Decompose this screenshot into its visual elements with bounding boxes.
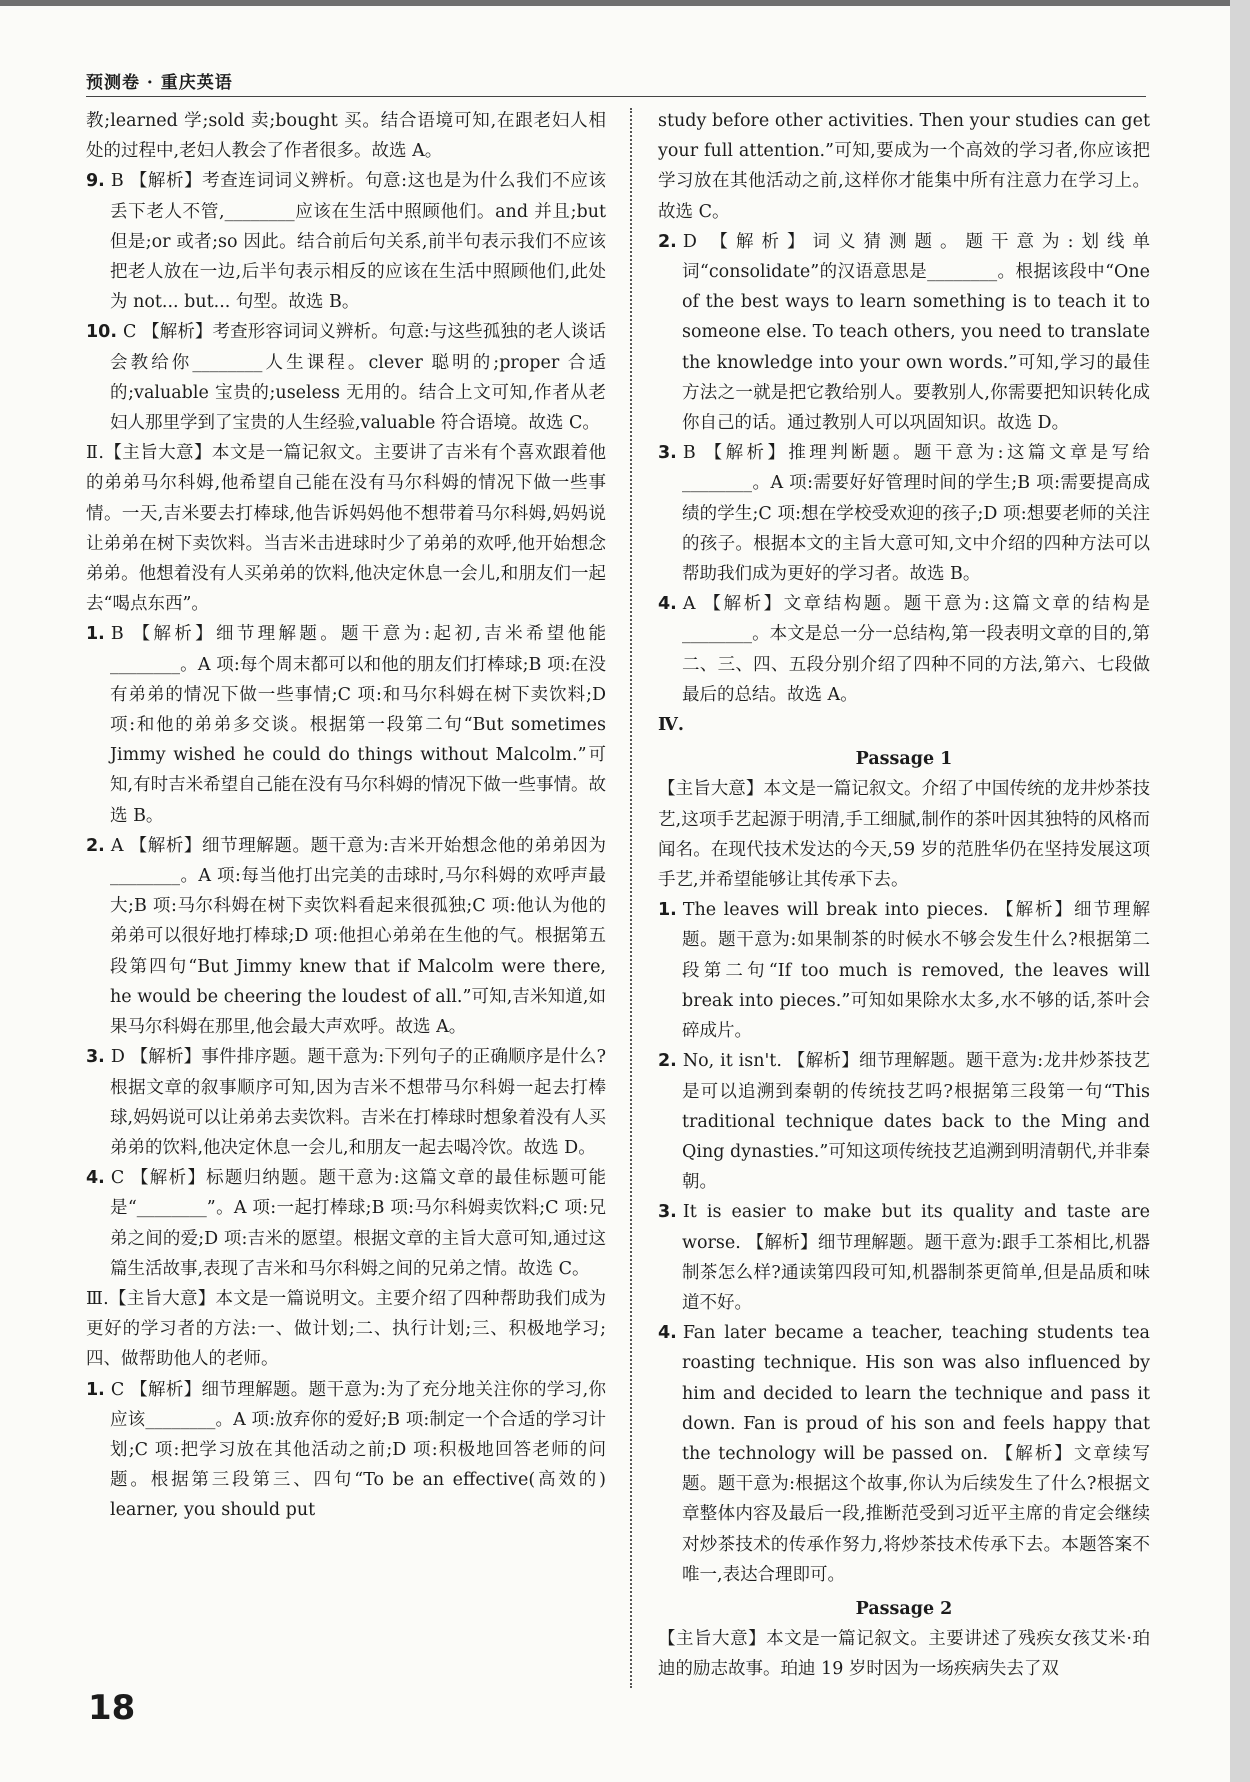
- paragraph: [86, 106, 606, 166]
- item-number: 9.: [86, 171, 105, 192]
- page-number: 18: [88, 1688, 136, 1728]
- item-text: 【主旨大意】本文是一篇记叙文。介绍了中国传统的龙井炒茶技艺,这项手艺起源于明清,手工细腻,制作的茶叶因其独特的风格而闻名。在现代技术发达的今天,59 岁的范胜华仍在坚持发展这项手艺,并希望能够让其传承下去。: [658, 779, 1150, 891]
- item-number: 10.: [86, 322, 118, 343]
- item-number: 1.: [658, 900, 677, 921]
- section-numeral: Ⅳ.: [658, 715, 684, 736]
- answer-item: [658, 1046, 1150, 1197]
- left-column: [86, 106, 606, 1526]
- answer-item: [658, 589, 1150, 710]
- answer-item: [658, 895, 1150, 1046]
- item-number: 2.: [658, 231, 677, 252]
- item-number: 1.: [86, 624, 105, 645]
- passage-heading: Passage 2: [855, 1598, 953, 1619]
- paragraph: [658, 774, 1150, 895]
- answer-item: [658, 438, 1150, 589]
- answer-item: [86, 1042, 606, 1163]
- column-divider: [630, 108, 632, 1688]
- passage-heading: Passage 1: [855, 749, 953, 770]
- answer-item: [658, 1318, 1150, 1590]
- item-text: A 【解析】细节理解题。题干意为:吉米开始想念他的弟弟因为________。A 项:每当他打出完美的击球时,马尔科姆的欢呼声最大;B 项:马尔科姆在树下卖饮料看起来很孤独;C 项:他认为他的弟弟可以很好地打棒球;D 项:他担心弟弟在生他的气。根据第五段第四句“But Jimmy knew that if Malcolm were there, he would be cheering the loudest of all.”可知,吉米知道,如果马尔科姆在那里,他会最大声欢呼。故选 A。: [110, 835, 606, 1038]
- item-number: 4.: [658, 594, 677, 615]
- answer-item: [86, 831, 606, 1042]
- item-number: 4.: [86, 1168, 105, 1189]
- item-text: C 【解析】细节理解题。题干意为:为了充分地关注你的学习,你应该________。A 项:放弃你的爱好;B 项:制定一个合适的学习计划;C 项:把学习放在其他活动之前;D 项:积极地回答老师的问题。根据第三段第三、四句“To be an effective(高效的) learner, you should put: [110, 1379, 606, 1521]
- answer-item: [658, 227, 1150, 438]
- item-number: 1.: [86, 1379, 105, 1400]
- item-number: 2.: [86, 835, 105, 856]
- item-text: The leaves will break into pieces. 【解析】细节理解题。题干意为:如果制茶的时候水不够会发生什么?根据第二段第二句“If too much is removed, the leaves will break into pieces.”可知如果除水太多,水不够的话,茶叶会碎成片。: [682, 900, 1150, 1042]
- item-text: D 【解析】词义猜测题。题干意为:划线单词“consolidate”的汉语意思是________。根据该段中“One of the best ways to learn something is to teach it to someone else. To teach others, you need to translate the knowledge into your own words.”可知,学习的最佳方法之一就是把它教给别人。要教别人,你需要把知识转化成你自己的话。通过教别人可以巩固知识。故选 D。: [682, 231, 1150, 434]
- item-text: 教;learned 学;sold 卖;bought 买。结合语境可知,在跟老妇人相处的过程中,老妇人教会了作者很多。故选 A。: [86, 111, 606, 162]
- item-number: 2.: [658, 1051, 677, 1072]
- item-number: 3.: [658, 1202, 677, 1223]
- right-column: [658, 106, 1150, 1685]
- paragraph: [658, 106, 1150, 227]
- item-text: 【主旨大意】本文是一篇记叙文。主要讲述了残疾女孩艾米·珀迪的励志故事。珀迪 19 岁时因为一场疾病失去了双: [658, 1629, 1150, 1680]
- answer-item: [658, 1197, 1150, 1318]
- header-rule: [86, 96, 1146, 97]
- item-number: 3.: [658, 443, 677, 464]
- item-number: 4.: [658, 1323, 677, 1344]
- page-header-title: 预测卷 · 重庆英语: [86, 73, 233, 93]
- item-text: It is easier to make but its quality and taste are worse. 【解析】细节理解题。题干意为:跟手工茶相比,机器制茶怎么样?通读第四段可知,机器制茶更简单,但是品质和味道不好。: [682, 1202, 1150, 1313]
- paragraph: [86, 438, 606, 619]
- item-text: study before other activities. Then your studies can get your full attention.”可知,要成为一个高效的学习者,你应该把学习放在其他活动之前,这样你才能集中所有注意力在学习上。故选 C。: [658, 111, 1150, 222]
- item-text: A 【解析】文章结构题。题干意为:这篇文章的结构是________。本文是总一分一总结构,第一段表明文章的目的,第二、三、四、五段分别介绍了四种不同的方法,第六、七段做最后的总结。故选 A。: [682, 594, 1150, 705]
- scan-top-edge: [0, 0, 1230, 6]
- item-text: B 【解析】细节理解题。题干意为:起初,吉米希望他能________。A 项:每个周末都可以和他的朋友们打棒球;B 项:在没有弟弟的情况下做一些事情;C 项:和马尔科姆在树下卖饮料;D 项:和他的弟弟多交谈。根据第一段第二句“But sometimes Jimmy wished he could do things without Malcolm.”可知,有时吉米希望自己能在没有马尔科姆的情况下做一些事情。故选 B。: [110, 624, 606, 826]
- answer-item: [86, 166, 606, 317]
- item-text: C 【解析】考查形容词词义辨析。句意:与这些孤独的老人谈话会教给你________人生课程。clever 聪明的;proper 合适的;valuable 宝贵的;useless 无用的。结合上文可知,作者从老妇人那里学到了宝贵的人生经验,valuable 符合语境。故选 C。: [110, 322, 606, 434]
- item-text: B 【解析】考查连词词义辨析。句意:这也是为什么我们不应该丢下老人不管,________应该在生活中照顾他们。and 并且;but 但是;or 或者;so 因此。结合前后句关系,前半句表示我们不应该把老人放在一边,后半句表示相反的应该在生活中照顾他们,此处为 not... but... 句型。故选 B。: [110, 171, 606, 313]
- item-text: No, it isn't. 【解析】细节理解题。题干意为:龙井炒茶技艺是可以追溯到秦朝的传统技艺吗?根据第三段第一句“This traditional technique dates back to the Ming and Qing dynasties.”可知这项传统技艺追溯到明清朝代,并非秦朝。: [682, 1051, 1150, 1193]
- item-text: Ⅱ.【主旨大意】本文是一篇记叙文。主要讲了吉米有个喜欢跟着他的弟弟马尔科姆,他希望自己能在没有马尔科姆的情况下做一些事情。一天,吉米要去打棒球,他告诉妈妈他不想带着马尔科姆,妈妈说让弟弟在树下卖饮料。当吉米击进球时少了弟弟的欢呼,他开始想念弟弟。他想着没有人买弟弟的饮料,他决定休息一会儿,和朋友们一起去“喝点东西”。: [86, 443, 606, 615]
- item-text: C 【解析】标题归纳题。题干意为:这篇文章的最佳标题可能是“________”。A 项:一起打棒球;B 项:马尔科姆卖饮料;C 项:兄弟之间的爱;D 项:吉米的愿望。根据文章的主旨大意可知,通过这篇生活故事,表现了吉米和马尔科姆之间的兄弟之情。故选 C。: [110, 1168, 606, 1279]
- item-text: Fan later became a teacher, teaching students tea roasting technique. His son was also influenced by him and decided to learn the technique and pass it down. Fan is proud of his son and feels happy that the technology will be passed on. 【解析】文章续写题。题干意为:根据这个故事,你认为后续发生了什么?根据文章整体内容及最后一段,推断范受到习近平主席的肯定会继续对炒茶技术的传承作努力,将炒茶技术传承下去。本题答案不唯一,表达合理即可。: [682, 1323, 1150, 1585]
- answer-item: [86, 1163, 606, 1284]
- answer-item: [86, 1375, 606, 1526]
- item-text: D 【解析】事件排序题。题干意为:下列句子的正确顺序是什么?根据文章的叙事顺序可知,因为吉米不想带马尔科姆一起去打棒球,妈妈说可以让弟弟去卖饮料。吉米在打棒球时想象着没有人买弟弟的饮料,他决定休息一会儿,和朋友一起去喝冷饮。故选 D。: [110, 1047, 606, 1158]
- answer-item: [86, 619, 606, 830]
- item-text: Ⅲ.【主旨大意】本文是一篇说明文。主要介绍了四种帮助我们成为更好的学习者的方法:一、做计划;二、执行计划;三、积极地学习;四、做帮助他人的老师。: [86, 1288, 606, 1370]
- answer-item: [86, 317, 606, 438]
- paragraph: [86, 1284, 606, 1375]
- scan-right-edge: [1230, 0, 1250, 1782]
- paragraph: [658, 1624, 1150, 1684]
- item-text: B 【解析】推理判断题。题干意为:这篇文章是写给________。A 项:需要好好管理时间的学生;B 项:需要提高成绩的学生;C 项:想在学校受欢迎的孩子;D 项:想要老师的关注的孩子。根据本文的主旨大意可知,文中介绍的四种方法可以帮助我们成为更好的学习者。故选 B。: [682, 443, 1150, 585]
- item-number: 3.: [86, 1047, 105, 1068]
